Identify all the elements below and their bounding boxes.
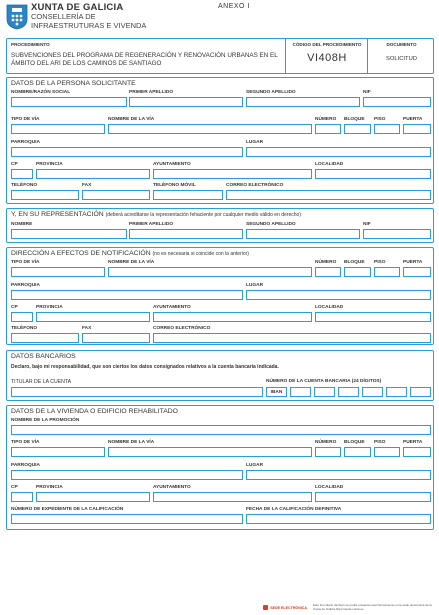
not-label-parroquia: PARROQUIA <box>11 283 40 288</box>
dw-label-lugar: LUGAR <box>246 463 264 468</box>
dw-lugar-field[interactable] <box>246 470 431 480</box>
bank-label-numero-cuenta: NÚMERO DE LA CUENTA BANCARIA (24 DÍGITOS) <box>266 379 382 384</box>
not-label-piso: PISO <box>374 260 386 265</box>
dwelling-section <box>6 405 434 530</box>
not-ayuntamiento-field[interactable] <box>153 312 312 322</box>
not-parroquia-field[interactable] <box>11 290 243 300</box>
provincia-field[interactable] <box>36 169 150 179</box>
account-digits-3[interactable] <box>338 387 359 397</box>
procedure-text: SUBVENCIONES DEL PROGRAMA DE REGENERACIÓN Y RENOVACIÓN URBANAS EN EL ÁMBITO DEL ARI DE LOS CAMINOS DE SANTIAGO <box>11 52 278 67</box>
label-fax: FAX <box>82 183 92 188</box>
procedure-code-label: CÓDIGO DEL PROCEDIMIENTO <box>292 42 362 47</box>
org-sub2: INFRAESTRUTURAS E VIVENDA <box>31 21 147 30</box>
dw-bloque-field[interactable] <box>344 447 371 457</box>
apellido2-field[interactable] <box>246 97 360 107</box>
label-localidad: LOCALIDAD <box>315 162 344 167</box>
not-provincia-field[interactable] <box>36 312 150 322</box>
dw-cp-field[interactable] <box>11 492 33 502</box>
org-sub1: CONSELLERÍA DE <box>31 12 96 21</box>
not-label-provincia: PROVINCIA <box>36 305 63 310</box>
not-nombre-via-field[interactable] <box>108 267 312 277</box>
procedure-label: PROCEDIMIENTO <box>11 42 50 47</box>
not-label-tipo-via: TIPO DE VÍA <box>11 260 40 265</box>
notification-title-main: DIRECCIÓN A EFECTOS DE NOTIFICACIÓN <box>11 250 151 257</box>
sede-label: SEDE ELECTRÓNICA <box>270 605 307 610</box>
not-label-puerta: PUERTA <box>403 260 423 265</box>
nombre-field[interactable] <box>11 97 127 107</box>
parroquia-field[interactable] <box>11 147 243 157</box>
dw-numero-field[interactable] <box>315 447 341 457</box>
not-label-numero: NÚMERO <box>315 260 337 265</box>
bloque-field[interactable] <box>344 124 371 134</box>
procedure-box <box>6 38 434 74</box>
label-piso: PISO <box>374 117 386 122</box>
not-cp-field[interactable] <box>11 312 33 322</box>
account-digits-5[interactable] <box>386 387 407 397</box>
not-piso-field[interactable] <box>374 267 400 277</box>
document-type: SOLICITUD <box>386 56 417 62</box>
nombre-via-field[interactable] <box>108 124 312 134</box>
not-label-fax: FAX <box>82 326 92 331</box>
piso-field[interactable] <box>374 124 400 134</box>
account-digits-4[interactable] <box>362 387 383 397</box>
not-puerta-field[interactable] <box>403 267 431 277</box>
sede-electronica-icon <box>263 605 268 610</box>
dw-provincia-field[interactable] <box>36 492 150 502</box>
bank-section <box>6 350 434 401</box>
ayuntamiento-field[interactable] <box>153 169 312 179</box>
dw-label-provincia: PROVINCIA <box>36 485 63 490</box>
not-label-telefono: TELÉFONO <box>11 326 38 331</box>
notification-title <box>11 250 249 257</box>
label-movil: TELÉFONO MÓVIL <box>153 183 196 188</box>
movil-field[interactable] <box>153 190 223 200</box>
fecha-field[interactable] <box>246 514 431 524</box>
dw-label-parroquia: PARROQUIA <box>11 463 40 468</box>
not-label-bloque: BLOQUE <box>344 260 365 265</box>
not-lugar-field[interactable] <box>246 290 431 300</box>
rep-label-apellido2: SEGUNDO APELLIDO <box>246 222 296 227</box>
label-telefono: TELÉFONO <box>11 183 38 188</box>
promocion-field[interactable] <box>11 425 431 435</box>
procedure-cell <box>7 39 285 73</box>
dw-label-piso: PISO <box>374 440 386 445</box>
rep-apellido1-field[interactable] <box>129 229 243 239</box>
label-bloque: BLOQUE <box>344 117 365 122</box>
telefono-field[interactable] <box>11 190 79 200</box>
dw-label-expediente: NÚMERO DE EXPEDIENTE DE LA CALIFICACIÓN <box>11 507 124 512</box>
label-puerta: PUERTA <box>403 117 423 122</box>
label-apellido1: PRIMER APELLIDO <box>129 90 174 95</box>
localidad-field[interactable] <box>315 169 431 179</box>
label-provincia: PROVINCIA <box>36 162 63 167</box>
dw-label-puerta: PUERTA <box>403 440 423 445</box>
not-label-localidad: LOCALIDAD <box>315 305 344 310</box>
apellido1-field[interactable] <box>129 97 243 107</box>
nif-field[interactable] <box>363 97 431 107</box>
procedure-code: VI408H <box>307 52 347 64</box>
procedure-code-cell <box>285 39 367 73</box>
dw-label-tipo-via: TIPO DE VÍA <box>11 440 40 445</box>
anexo-label: ANEXO I <box>218 3 250 10</box>
rep-nombre-field[interactable] <box>11 229 127 239</box>
representative-title-main: Y, EN SU REPRESENTACIÓN <box>11 211 104 218</box>
rep-label-nif: NIF <box>363 222 371 227</box>
account-digits-1[interactable] <box>290 387 311 397</box>
dw-piso-field[interactable] <box>374 447 400 457</box>
dw-label-cp: CP <box>11 485 18 490</box>
dw-label-localidad: LOCALIDAD <box>315 485 344 490</box>
page-header <box>0 0 439 40</box>
titular-field[interactable] <box>11 387 263 397</box>
dw-label-fecha: FECHA DE LA CALIFICACIÓN DEFINITIVA <box>246 507 342 512</box>
puerta-field[interactable] <box>403 124 431 134</box>
dw-nombre-via-field[interactable] <box>108 447 312 457</box>
dw-label-bloque: BLOQUE <box>344 440 365 445</box>
not-label-lugar: LUGAR <box>246 283 264 288</box>
bank-label-titular: TITULAR DE LA CUENTA <box>11 379 72 385</box>
account-digits-2[interactable] <box>314 387 335 397</box>
label-apellido2: SEGUNDO APELLIDO <box>246 90 296 95</box>
fax-field[interactable] <box>82 190 150 200</box>
dw-puerta-field[interactable] <box>403 447 431 457</box>
document-label: DOCUMENTO <box>386 42 417 47</box>
organization-block <box>31 3 146 30</box>
not-label-email: CORREO ELECTRÓNICO <box>153 326 211 331</box>
email-field[interactable] <box>226 190 431 200</box>
rep-apellido2-field[interactable] <box>246 229 360 239</box>
xunta-shield-icon <box>6 4 28 30</box>
dw-label-nombre-via: NOMBRE DE LA VÍA <box>108 440 155 445</box>
label-cp: CP <box>11 162 18 167</box>
footer-note: Este formulario también se podrá presentar electrónicamente en la sede electrónica de la Xunta de Galicia https://sede.xunta.es <box>313 603 432 611</box>
notification-section <box>6 247 434 345</box>
org-name: XUNTA DE GALICIA <box>31 2 124 13</box>
rep-label-apellido1: PRIMER APELLIDO <box>129 222 174 227</box>
not-email-field[interactable] <box>153 333 431 343</box>
not-localidad-field[interactable] <box>315 312 431 322</box>
label-nombre-via: NOMBRE DE LA VÍA <box>108 117 155 122</box>
applicant-section <box>6 77 434 204</box>
not-fax-field[interactable] <box>82 333 150 343</box>
account-digits-6[interactable] <box>410 387 431 397</box>
label-parroquia: PARROQUIA <box>11 140 40 145</box>
notification-title-note: (no es necesaria si coincide con la anterior) <box>152 251 249 257</box>
applicant-title: DATOS DE LA PERSONA SOLICITANTE <box>11 80 136 87</box>
rep-nif-field[interactable] <box>363 229 431 239</box>
label-nombre: NOMBRE/RAZÓN SOCIAL <box>11 90 71 95</box>
not-bloque-field[interactable] <box>344 267 371 277</box>
expediente-field[interactable] <box>11 514 243 524</box>
label-email: CORREO ELECTRÓNICO <box>226 183 284 188</box>
not-label-cp: CP <box>11 305 18 310</box>
representative-title-note: (deberá acreditarse la representación fehaciente por cualquier medio válido en derecho) <box>105 212 301 218</box>
dw-label-promocion: NOMBRE DE LA PROMOCIÓN <box>11 418 80 423</box>
dwelling-title: DATOS DE LA VIVIENDA O EDIFICIO REHABILITADO <box>11 408 178 415</box>
representative-section <box>6 208 434 243</box>
label-nif: NIF <box>363 90 371 95</box>
representative-title <box>11 211 301 218</box>
label-tipo-via: TIPO DE VÍA <box>11 117 40 122</box>
label-numero: NÚMERO <box>315 117 337 122</box>
dw-localidad-field[interactable] <box>315 492 431 502</box>
label-lugar: LUGAR <box>246 140 264 145</box>
tipo-via-field[interactable] <box>11 124 105 134</box>
not-tipo-via-field[interactable] <box>11 267 105 277</box>
numero-field[interactable] <box>315 124 341 134</box>
dw-label-ayuntamiento: AYUNTAMIENTO <box>153 485 191 490</box>
rep-label-nombre: NOMBRE <box>11 222 33 227</box>
cp-field[interactable] <box>11 169 33 179</box>
page-footer <box>263 604 433 611</box>
not-telefono-field[interactable] <box>11 333 79 343</box>
dw-label-numero: NÚMERO <box>315 440 337 445</box>
bank-declaration: Declaro, bajo mi responsabilidad, que son ciertos los datos consignados relativos a la cuenta bancaria indicada. <box>11 364 279 370</box>
iban-label: IBAN <box>266 387 287 397</box>
dw-ayuntamiento-field[interactable] <box>153 492 312 502</box>
lugar-field[interactable] <box>246 147 431 157</box>
bank-title: DATOS BANCARIOS <box>11 353 76 360</box>
not-label-nombre-via: NOMBRE DE LA VÍA <box>108 260 155 265</box>
dw-parroquia-field[interactable] <box>11 470 243 480</box>
dw-tipo-via-field[interactable] <box>11 447 105 457</box>
not-numero-field[interactable] <box>315 267 341 277</box>
label-ayuntamiento: AYUNTAMIENTO <box>153 162 191 167</box>
document-cell <box>367 39 434 73</box>
not-label-ayuntamiento: AYUNTAMIENTO <box>153 305 191 310</box>
